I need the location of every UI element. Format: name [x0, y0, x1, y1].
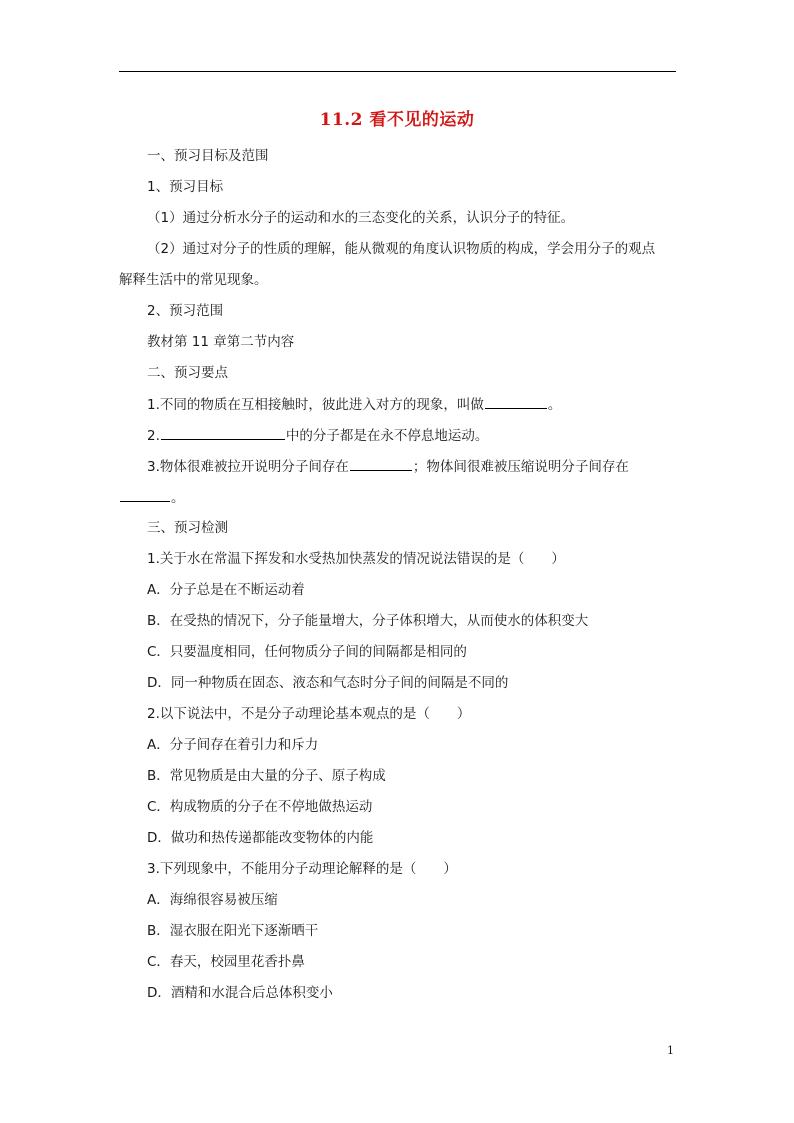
goal-item-1: （1）通过分析水分子的运动和水的三态变化的关系，认识分子的特征。: [147, 210, 575, 226]
answer-blank[interactable]: [161, 426, 285, 440]
question-2-option-d: D．做功和热传递都能改变物体的内能: [147, 830, 374, 846]
key-point-1: [147, 395, 561, 414]
question-3-option-a: A．海绵很容易被压缩: [147, 892, 278, 908]
answer-blank[interactable]: [120, 488, 170, 502]
key-point-3: [147, 457, 629, 476]
key-point-2-text: 中的分子都是在永不停息地运动。: [285, 428, 489, 444]
header-rule: [119, 71, 676, 72]
subheading-goals: 1、预习目标: [147, 179, 224, 195]
question-1-option-c: C．只要温度相同，任何物质分子间的间隔都是相同的: [147, 644, 467, 660]
question-3-option-b: B．湿衣服在阳光下逐渐晒干: [147, 923, 319, 939]
scope-text: 教材第 11 章第二节内容: [147, 334, 295, 350]
subheading-scope: 2、预习范围: [147, 303, 224, 319]
key-point-3-middle: ；物体间很难被压缩说明分子间存在: [412, 459, 629, 475]
section-heading-goals-scope: 一、预习目标及范围: [147, 148, 269, 164]
question-2-stem: 2.以下说法中，不是分子动理论基本观点的是（ ）: [147, 706, 471, 722]
answer-blank[interactable]: [485, 395, 547, 409]
page-title: 11.2 看不见的运动: [319, 110, 475, 130]
key-point-1-text: 1.不同的物质在互相接触时，彼此进入对方的现象，叫做: [147, 397, 484, 413]
key-point-2: [147, 426, 488, 445]
question-3-option-c: C．春天，校园里花香扑鼻: [147, 954, 305, 970]
question-2-option-b: B．常见物质是由大量的分子、原子构成: [147, 768, 386, 784]
key-point-3-end: 。: [171, 490, 185, 506]
goal-item-2-line-2: 解释生活中的常见现象。: [119, 272, 268, 288]
key-point-3-text: 3.物体很难被拉开说明分子间存在: [147, 459, 349, 475]
question-1-stem: 1.关于水在常温下挥发和水受热加快蒸发的情况说法错误的是（ ）: [147, 551, 565, 567]
key-point-1-end: 。: [547, 397, 562, 413]
answer-blank[interactable]: [350, 457, 412, 471]
question-1-option-b: B．在受热的情况下，分子能量增大，分子体积增大，从而使水的体积变大: [147, 613, 589, 629]
goal-item-2-line-1: （2）通过对分子的性质的理解，能从微观的角度认识物质的构成，学会用分子的观点: [147, 241, 656, 257]
section-heading-self-check: 三、预习检测: [147, 520, 228, 536]
page-number: 1: [667, 1044, 674, 1057]
question-3-option-d: D．酒精和水混合后总体积变小: [147, 985, 333, 1001]
section-heading-key-points: 二、预习要点: [147, 365, 228, 381]
question-1-option-a: A．分子总是在不断运动着: [147, 582, 305, 598]
question-1-option-d: D．同一种物质在固态、液态和气态时分子间的间隔是不同的: [147, 675, 509, 691]
question-3-stem: 3.下列现象中，不能用分子动理论解释的是（ ）: [147, 861, 457, 877]
key-point-2-number: 2.: [147, 428, 160, 444]
question-2-option-a: A．分子间存在着引力和斥力: [147, 737, 319, 753]
question-2-option-c: C．构成物质的分子在不停地做热运动: [147, 799, 373, 815]
key-point-3-continuation: [119, 488, 185, 507]
